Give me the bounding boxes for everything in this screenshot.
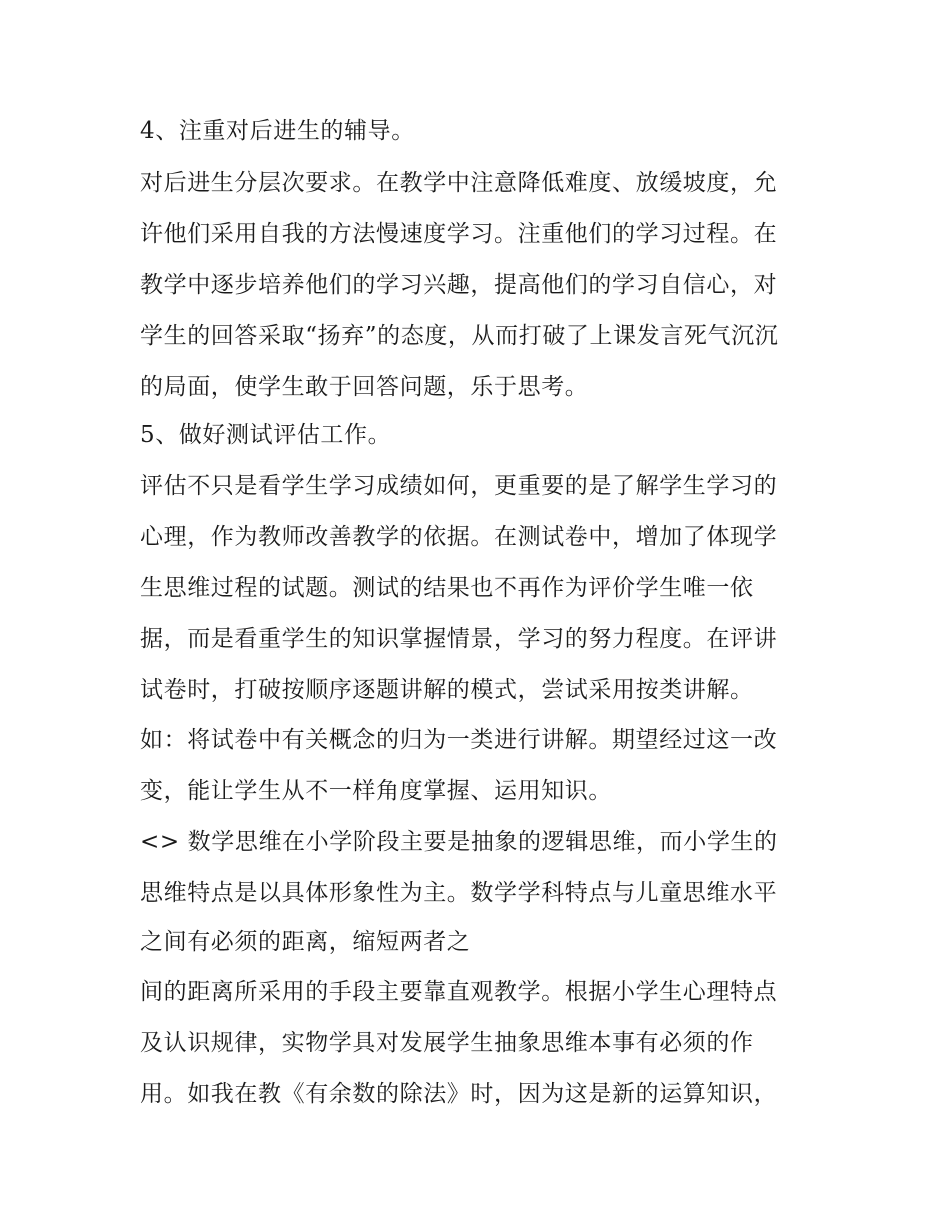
text-line: 间的距离所采用的手段主要靠直观教学。根据小学生心理特点 xyxy=(140,979,778,1005)
text-line: 心理，作为教师改善教学的依据。在测试卷中，增加了体现学 xyxy=(140,524,778,550)
heading-5: 5、做好测试评估工作。 xyxy=(140,422,392,448)
text-line: 及认识规律，实物学具对发展学生抽象思维本事有必须的作 xyxy=(140,1030,754,1056)
text-line: 对后进生分层次要求。在教学中注意降低难度、放缓坡度，允 xyxy=(140,170,778,196)
text-line: 许他们采用自我的方法慢速度学习。注重他们的学习过程。在 xyxy=(140,221,778,247)
text-line: 学生的回答采取“扬弃”的态度，从而打破了上课发言死气沉沉 xyxy=(140,323,779,349)
text-line: 的局面，使学生敢于回答问题，乐于思考。 xyxy=(140,374,589,400)
text-line: 教学中逐步培养他们的学习兴趣，提高他们的学习自信心，对 xyxy=(140,272,778,298)
text-line: 思维特点是以具体形象性为主。数学学科特点与儿童思维水平 xyxy=(140,880,778,906)
heading-4: 4、注重对后进生的辅导。 xyxy=(140,118,415,144)
text-line: 之间有必须的距离，缩短两者之 xyxy=(140,929,471,955)
text-line: 变，能让学生从不一样角度掌握、运用知识。 xyxy=(140,778,612,804)
text-line: 用。如我在教《有余数的除法》时，因为这是新的运算知识， xyxy=(140,1081,778,1107)
text-line: 如：将试卷中有关概念的归为一类进行讲解。期望经过这一改 xyxy=(140,727,778,753)
text-line: 试卷时，打破按顺序逐题讲解的模式，尝试采用按类讲解。 xyxy=(140,677,754,703)
text-line: 据，而是看重学生的知识掌握情景，学习的努力程度。在评讲 xyxy=(140,626,778,652)
text-line: 生思维过程的试题。测试的结果也不再作为评价学生唯一依 xyxy=(140,575,754,601)
text-line: 评估不只是看学生学习成绩如何，更重要的是了解学生学习的 xyxy=(140,473,778,499)
text-line: <> 数学思维在小学阶段主要是抽象的逻辑思维，而小学生的 xyxy=(140,829,778,855)
